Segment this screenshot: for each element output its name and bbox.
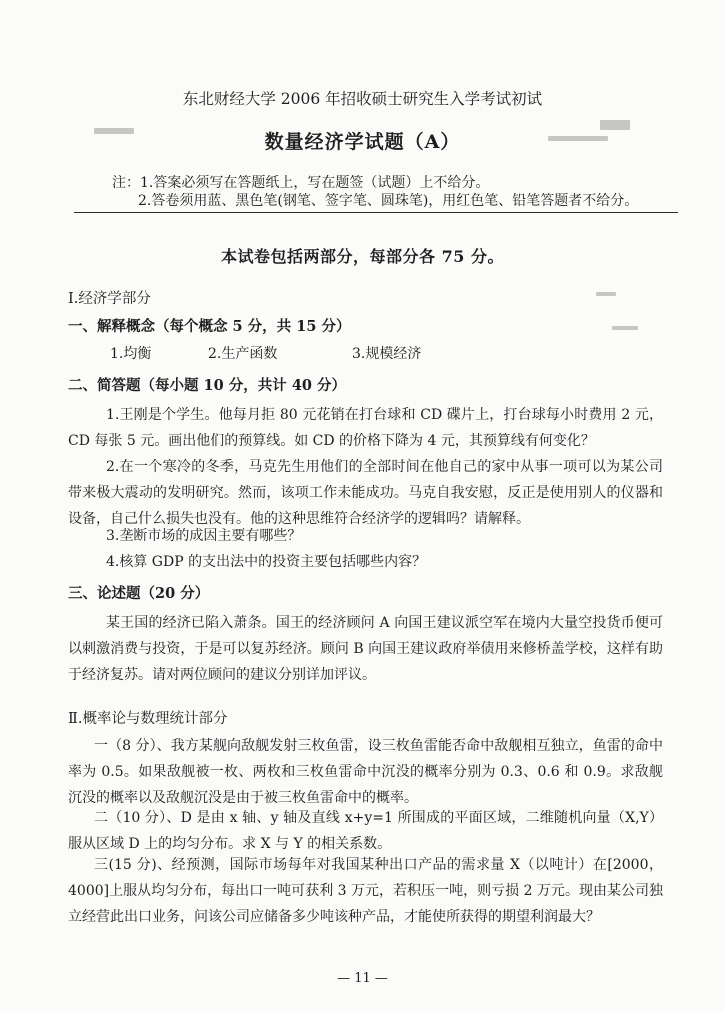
note-label: 注： [112,175,140,191]
part1-title: Ⅰ.经济学部分 [68,291,151,307]
short-answer-q4: 4.核算 GDP 的支出法中的投资主要包括哪些内容？ [106,554,427,570]
term-3: 3.规模经济 [352,346,422,362]
exam-note-2: 2.答卷须用蓝、黑色笔(钢笔、签字笔、圆珠笔)，用红色笔、铅笔答题者不给分。 [138,193,639,209]
term-2: 2.生产函数 [208,346,278,362]
page-number: — 11 — [337,971,388,986]
part2-title: Ⅱ.概率论与数理统计部分 [68,711,228,727]
section3-heading: 三、论述题（20 分） [68,585,210,602]
exam-title: 数量经济学试题（A） [264,131,461,153]
exam-summary: 本试卷包括两部分，每部分各 75 分。 [221,247,504,266]
short-answer-q1: 1.王刚是个学生。他每月拒 80 元花销在打台球和 CD 碟片上，打台球每小时费用 2 元，CD 每张 5 元。画出他们的预算线。如 CD 的价格下降为 4 元，其预算线有何变化？ [68,407,663,449]
section2-heading: 二、简答题（每小题 10 分，共计 40 分） [68,377,347,394]
probability-q1: 一（8 分）、我方某舰向敌舰发射三枚鱼雷，设三枚鱼雷能否命中敌舰相互独立，鱼雷的命中率为 0.5。如果敌舰被一枚、两枚和三枚鱼雷命中沉没的概率分别为 0.3、0.6 和 0.9。求敌舰沉没的概率以及敌舰沉没是由于被三枚鱼雷命中的概率。 [68,738,663,806]
university-title: 东北财经大学 2006 年招收硕士研究生入学考试初试 [182,90,543,108]
section1-heading: 一、解释概念（每个概念 5 分，共 15 分） [68,318,351,335]
note-text-1: 1.答案必须写在答题纸上，写在题签（试题）上不给分。 [140,175,490,191]
scan-noise [596,292,616,296]
term-1: 1.均衡 [110,346,152,362]
short-answer-q3: 3.垄断市场的成因主要有哪些？ [106,528,302,544]
header-divider [74,212,678,213]
probability-q2: 二（10 分）、D 是由 x 轴、y 轴及直线 x+y=1 所围成的平面区域，二维随机向量（X,Y）服从区域 D 上的均匀分布。求 X 与 Y 的相关系数。 [68,810,663,852]
essay-question: 某王国的经济已陷入萧条。国王的经济顾问 A 向国王建议派空军在境内大量空投货币便可以刺激消费与投资，于是可以复苏经济。顾问 B 向国王建议政府举债用来修桥盖学校，这样有助于经济复苏。请对两位顾问的建议分别详加评议。 [68,615,663,683]
exam-note-1 [112,172,489,192]
probability-q3: 三(15 分)、经预测，国际市场每年对我国某种出口产品的需求量 X（以吨计）在[2000，4000]上服从均匀分布，每出口一吨可获利 3 万元，若积压一吨，则亏损 2 万元。现由某公司独立经营此出口业务，问该公司应储备多少吨该种产品，才能使所获得的期望利润最大？ [68,857,663,925]
scan-noise [612,326,638,330]
short-answer-q2: 2.在一个寒冷的冬季，马克先生用他们的全部时间在他自己的家中从事一项可以为某公司带来极大震动的发明研究。然而，该项工作未能成功。马克自我安慰，反正是使用别人的仪器和设备，自己什么损失也没有。他的这种思维符合经济学的逻辑吗？请解释。 [68,459,663,527]
